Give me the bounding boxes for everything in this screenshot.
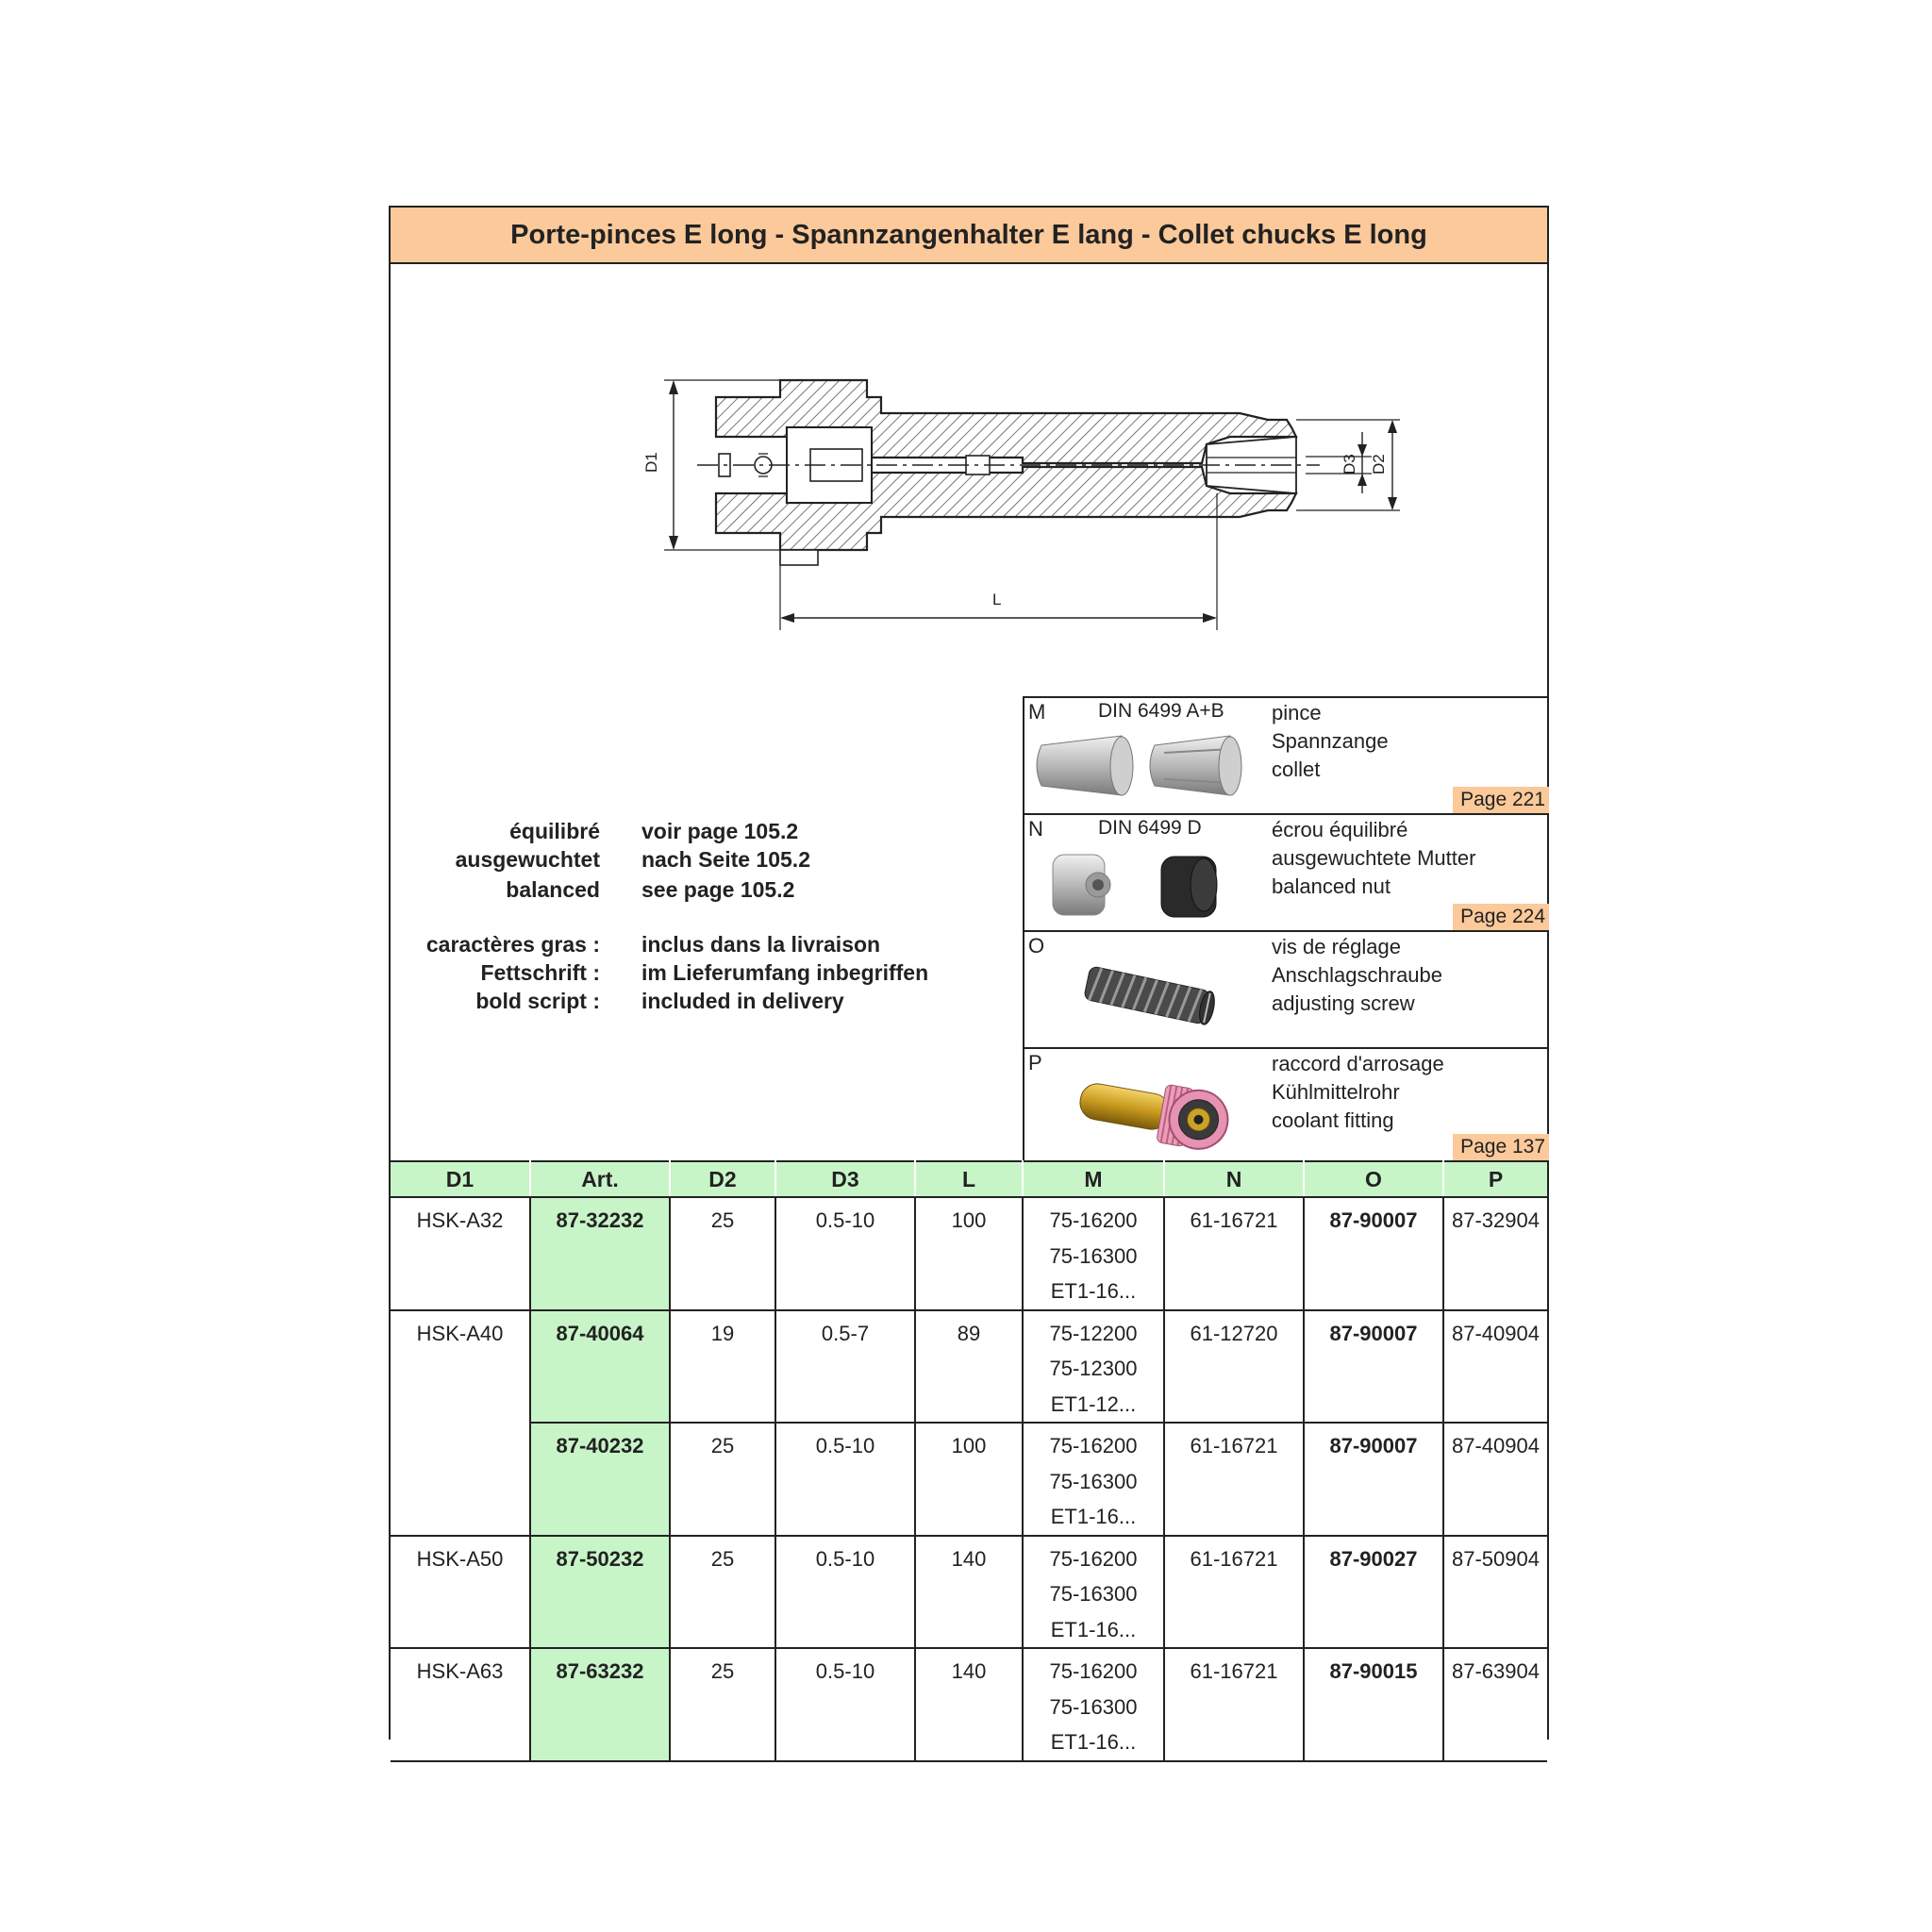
cell-d2: 25 xyxy=(670,1648,775,1761)
col-header-d1: D1 xyxy=(391,1161,530,1197)
cell-m: 75-16200 75-16300 ET1-16... xyxy=(1023,1536,1164,1649)
table-row xyxy=(391,1310,1547,1424)
accessory-din: DIN 6499 D xyxy=(1098,817,1202,839)
col-header-art: Art. xyxy=(530,1161,670,1197)
col-header-d3: D3 xyxy=(775,1161,915,1197)
coolant-fitting-image xyxy=(1072,1066,1241,1160)
accessory-desc xyxy=(1272,1050,1444,1135)
cell-l: 100 xyxy=(915,1197,1023,1310)
cell-art: 87-40232 xyxy=(530,1423,670,1536)
desc-de: Kühlmittelrohr xyxy=(1272,1080,1400,1104)
accessory-din: DIN 6499 A+B xyxy=(1098,700,1224,722)
cell-o: 87-90007 xyxy=(1304,1423,1443,1536)
cell-l: 100 xyxy=(915,1423,1023,1536)
table-header-row xyxy=(391,1161,1547,1197)
desc-en: coolant fitting xyxy=(1272,1108,1394,1132)
cell-d2: 25 xyxy=(670,1423,775,1536)
accessories-panel xyxy=(1023,696,1549,1160)
page-ref: Page 224 xyxy=(1453,904,1549,930)
cell-o: 87-90007 xyxy=(1304,1197,1443,1310)
dim-d2-label: D2 xyxy=(1370,454,1388,475)
desc-en: balanced nut xyxy=(1272,874,1391,898)
cell-l: 89 xyxy=(915,1310,1023,1424)
cell-art: 87-63232 xyxy=(530,1648,670,1761)
bold-label-de: Fettschrift : xyxy=(480,960,600,985)
cell-d3: 0.5-10 xyxy=(775,1197,915,1310)
accessory-letter: N xyxy=(1028,817,1043,841)
cell-o: 87-90015 xyxy=(1304,1648,1443,1761)
col-header-m: M xyxy=(1023,1161,1164,1197)
desc-de: Anschlagschraube xyxy=(1272,963,1443,987)
cell-d1: HSK-A50 xyxy=(391,1536,530,1649)
table-row xyxy=(391,1536,1547,1649)
cell-d1: HSK-A63 xyxy=(391,1648,530,1761)
cell-p: 87-32904 xyxy=(1443,1197,1547,1310)
table-row xyxy=(391,1423,1547,1536)
cell-d1: HSK-A32 xyxy=(391,1197,530,1310)
page-title: Porte-pinces E long - Spannzangenhalter E lang - Collet chucks E long xyxy=(391,206,1547,264)
cell-d1 xyxy=(391,1423,530,1536)
accessory-coolant-fitting xyxy=(1023,1047,1549,1160)
cell-m: 75-16200 75-16300 ET1-16... xyxy=(1023,1648,1164,1761)
nut-image xyxy=(1043,843,1251,928)
cell-art: 87-32232 xyxy=(530,1197,670,1310)
cell-m: 75-16200 75-16300 ET1-16... xyxy=(1023,1197,1164,1310)
bold-value-fr: inclus dans la livraison xyxy=(641,932,881,957)
accessory-letter: M xyxy=(1028,700,1046,724)
col-header-o: O xyxy=(1304,1161,1443,1197)
page-ref: Page 221 xyxy=(1453,787,1549,813)
cell-p: 87-63904 xyxy=(1443,1648,1547,1761)
accessory-desc xyxy=(1272,933,1442,1018)
note-label-de: ausgewuchtet xyxy=(455,847,600,872)
note-value-de: nach Seite 105.2 xyxy=(641,847,810,872)
desc-en: collet xyxy=(1272,758,1321,781)
accessory-letter: O xyxy=(1028,934,1045,958)
collet-image xyxy=(1032,724,1258,809)
accessory-balanced-nut xyxy=(1023,813,1549,930)
note-value-en: see page 105.2 xyxy=(641,877,795,902)
col-header-d2: D2 xyxy=(670,1161,775,1197)
cell-d3: 0.5-10 xyxy=(775,1423,915,1536)
cell-d3: 0.5-10 xyxy=(775,1648,915,1761)
accessory-desc xyxy=(1272,699,1389,784)
col-header-l: L xyxy=(915,1161,1023,1197)
cell-d3: 0.5-7 xyxy=(775,1310,915,1424)
cell-l: 140 xyxy=(915,1536,1023,1649)
cell-d2: 19 xyxy=(670,1310,775,1424)
cell-d2: 25 xyxy=(670,1536,775,1649)
cell-o: 87-90027 xyxy=(1304,1536,1443,1649)
col-header-p: P xyxy=(1443,1161,1547,1197)
page-ref: Page 137 xyxy=(1453,1134,1549,1160)
dim-d3-label: D3 xyxy=(1341,454,1358,475)
cell-art: 87-50232 xyxy=(530,1536,670,1649)
cell-m: 75-16200 75-16300 ET1-16... xyxy=(1023,1423,1164,1536)
cell-n: 61-16721 xyxy=(1164,1423,1304,1536)
cell-n: 61-16721 xyxy=(1164,1536,1304,1649)
cell-n: 61-12720 xyxy=(1164,1310,1304,1424)
cell-p: 87-50904 xyxy=(1443,1536,1547,1649)
dim-l-label: L xyxy=(992,591,1002,608)
catalog-sheet xyxy=(389,206,1549,1754)
desc-de: Spannzange xyxy=(1272,729,1389,753)
cell-art: 87-40064 xyxy=(530,1310,670,1424)
col-header-n: N xyxy=(1164,1161,1304,1197)
note-value-fr: voir page 105.2 xyxy=(641,819,799,843)
cell-m: 75-12200 75-12300 ET1-12... xyxy=(1023,1310,1164,1424)
cell-d3: 0.5-10 xyxy=(775,1536,915,1649)
cell-p: 87-40904 xyxy=(1443,1423,1547,1536)
cell-d2: 25 xyxy=(670,1197,775,1310)
bold-value-de: im Lieferumfang inbegriffen xyxy=(641,960,929,985)
bold-label-en: bold script : xyxy=(475,989,600,1013)
accessory-adjusting-screw xyxy=(1023,930,1549,1047)
cell-d1: HSK-A40 xyxy=(391,1310,530,1424)
table-row xyxy=(391,1648,1547,1761)
technical-drawing xyxy=(579,352,1400,644)
cell-n: 61-16721 xyxy=(1164,1197,1304,1310)
desc-fr: écrou équilibré xyxy=(1272,818,1408,841)
desc-fr: raccord d'arrosage xyxy=(1272,1052,1444,1075)
cell-l: 140 xyxy=(915,1648,1023,1761)
desc-fr: pince xyxy=(1272,701,1322,724)
cell-o: 87-90007 xyxy=(1304,1310,1443,1424)
bold-value-en: included in delivery xyxy=(641,989,844,1013)
product-table xyxy=(391,1160,1547,1762)
note-label-en: balanced xyxy=(506,877,600,902)
cell-n: 61-16721 xyxy=(1164,1648,1304,1761)
bold-label-fr: caractères gras : xyxy=(425,932,600,957)
accessory-desc xyxy=(1272,816,1475,901)
desc-en: adjusting screw xyxy=(1272,991,1415,1015)
desc-fr: vis de réglage xyxy=(1272,935,1401,958)
accessory-letter: P xyxy=(1028,1051,1042,1074)
screw-image xyxy=(1076,953,1227,1038)
accessory-collet xyxy=(1023,696,1549,813)
desc-de: ausgewuchtete Mutter xyxy=(1272,846,1476,870)
note-label-fr: équilibré xyxy=(509,819,600,843)
cell-p: 87-40904 xyxy=(1443,1310,1547,1424)
table-row xyxy=(391,1197,1547,1310)
dim-d1-label: D1 xyxy=(642,452,660,473)
